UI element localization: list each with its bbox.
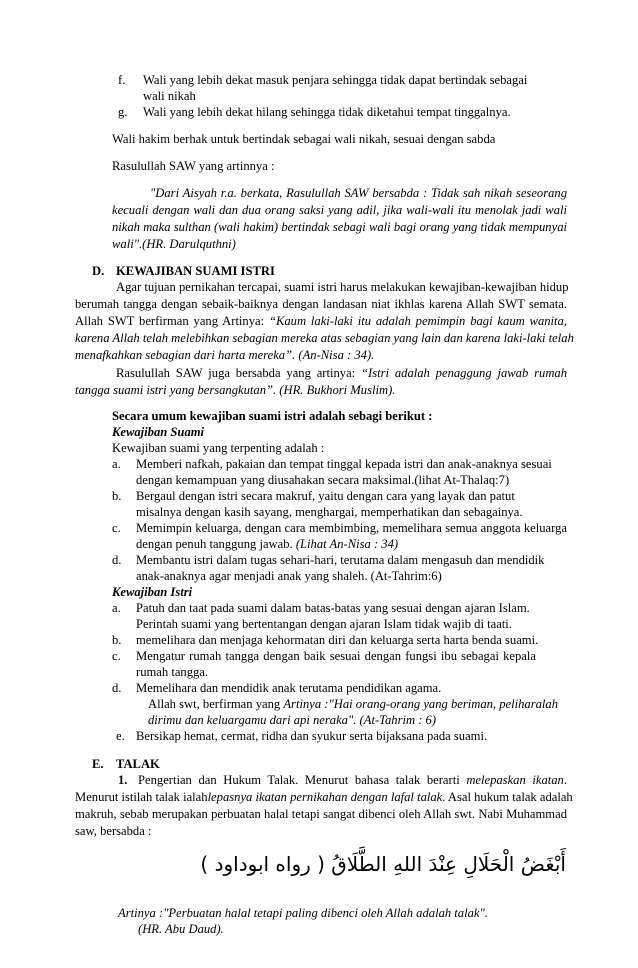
list-label-g: g. (118, 105, 128, 119)
wali-g-line: Wali yang lebih dekat hilang sehingga tidak diketahui tempat tinggalnya. (143, 105, 511, 119)
general-obligations-heading: Secara umum kewajiban suami istri adalah sebagi berikut : (112, 409, 433, 423)
talak-p1-line4: saw, bersabda : (75, 824, 152, 838)
suami-item-a-line1: Memberi nafkah, pakaian dan tempat tinggal kepada istri dan anak-anaknya sesuai (136, 457, 552, 471)
suami-label-a: a. (112, 457, 121, 471)
artinya-line1: Artinya :"Perbuatan halal tetapi paling dibenci oleh Allah adalah talak". (118, 906, 488, 920)
hadith-quote-line3: nikah maka sulthan (wali hakim) bertindak sebagi wali bagi orang yang tidak mempunyai (112, 220, 567, 234)
talak-p1-line2: Menurut istilah talak ialahlepasnya ikatan pernikahan dengan lafal talak. Asal hukum talak adalah (75, 790, 573, 804)
section-e-title: TALAK (116, 757, 160, 771)
istri-item-a-line2: Perintah suami yang bertentangan dengan ajaran Islam tidak wajib di taati. (136, 617, 512, 631)
suami-label-d: d. (112, 553, 122, 567)
istri-label-d: d. (112, 681, 122, 695)
kewajiban-suami-intro: Kewajiban suami yang terpenting adalah : (112, 441, 325, 455)
artinya-line2: (HR. Abu Daud). (138, 922, 224, 936)
suami-label-b: b. (112, 489, 122, 503)
istri-label-b: b. (112, 633, 122, 647)
istri-label-c: c. (112, 649, 121, 663)
istri-label-a: a. (112, 601, 121, 615)
section-d-p2-line2: tangga suami istri yang bersangkutan”. (HR. Bukhori Muslim). (75, 383, 396, 397)
section-d-p1-line1: Agar tujuan pernikahan tercapai, suami istri harus melakukan kewajiban-kewajiban hidup (116, 280, 569, 294)
section-d-label: D. (92, 264, 105, 278)
kewajiban-suami-heading: Kewajiban Suami (112, 425, 205, 439)
section-d-title: KEWAJIBAN SUAMI ISTRI (116, 264, 275, 278)
section-d-p2-line1: Rasulullah SAW juga bersabda yang artinya: “Istri adalah penaggung jawab rumah (116, 366, 568, 380)
suami-item-a-line2: dengan kemampuan yang diusahakan secara maksimal.(lihat At-Thalaq:7) (136, 473, 510, 487)
talak-p1-line3: makruh, sebab merupakan perbuatan halal tetapi sangat dibenci oleh Allah swt. Nabi Muhammad (75, 807, 567, 821)
suami-item-c-line1: Memimpin keluarga, dengan cara membimbing, memelihara semua anggota keluarga (136, 521, 567, 535)
hadith-quote-line4: wali".(HR. Darulquthni) (112, 237, 236, 251)
wali-hakim-text: Wali hakim berhak untuk bertindak sebagai wali nikah, sesuai dengan sabda (112, 132, 496, 146)
hadith-quote-line1: "Dari Aisyah r.a. berkata, Rasulullah SAW bersabda : Tidak sah nikah seseorang (150, 186, 567, 200)
wali-f-line2: wali nikah (143, 89, 196, 103)
suami-item-d-line2: anak-anaknya agar menjadi anak yang shaleh. (At-Tahrim:6) (136, 569, 442, 583)
section-d-p1-line4: karena Allah telah melebihkan sebagian mereka atas sebagian yang lain dan karena laki-laki telah (75, 331, 574, 345)
suami-item-d-line1: Membantu istri dalam tugas sehari-hari, terutama dalam mengasuh dan mendidik (136, 553, 545, 567)
hadith-quote-line2: kecuali dengan wali dan dua orang saksi yang adil, jika wali-wali itu menolak jadi wali (112, 203, 567, 217)
suami-item-b-line2: misalnya dengan kasih sayang, menghargai, memperhatikan dan sebagainya. (136, 505, 523, 519)
rasulullah-intro: Rasulullah SAW yang artinnya : (112, 159, 275, 173)
arabic-hadith: أَبْغَضُ الْحَلَالِ عِنْدَ اللهِ الطَّلَاقُ ( رواه ابوداود ) (200, 852, 566, 876)
istri-item-e-line1: Bersikap hemat, cermat, ridha dan syukur serta bijaksana pada suami. (136, 729, 488, 743)
talak-num-1: 1. (118, 773, 128, 787)
wali-f-line1: Wali yang lebih dekat masuk penjara sehingga tidak dapat bertindak sebagai (143, 73, 528, 87)
istri-item-a-line1: Patuh dan taat pada suami dalam batas-batas yang sesuai dengan ajaran Islam. (136, 601, 530, 615)
istri-label-e: e. (116, 729, 125, 743)
istri-item-c-line1: Mengatur rumah tangga dengan baik sesuai dengan fungsi ibu sebagai kepala (136, 649, 536, 663)
list-label-f: f. (118, 73, 126, 87)
section-d-p1-line2: berumah tangga dengan sebaik-baiknya dengan landasan niat ikhlas karena Allah SWT semata. (75, 297, 567, 311)
section-d-p1-line5: menafkahkan sebagian dari harta mereka”. (An-Nisa : 34). (75, 348, 375, 362)
section-d-p1-line3: Allah SWT berfirman yang Artinya: “Kaum laki-laki itu adalah pemimpin bagi kaum wanita, (75, 314, 567, 328)
istri-item-d-line2: Allah swt, berfirman yang Artinya :"Hai orang-orang yang beriman, peliharalah (148, 697, 558, 711)
section-e-label: E. (92, 757, 104, 771)
suami-label-c: c. (112, 521, 121, 535)
talak-p1-line1: Pengertian dan Hukum Talak. Menurut bahasa talak berarti melepaskan ikatan. (138, 773, 567, 787)
suami-item-b-line1: Bergaul dengan istri secara makruf, yaitu dengan cara yang layak dan patut (136, 489, 515, 503)
istri-item-d-line1: Memelihara dan mendidik anak terutama pendidikan agama. (136, 681, 442, 695)
istri-item-b-line1: memelihara dan menjaga kehormatan diri dan keluarga serta harta benda suami. (136, 633, 539, 647)
kewajiban-istri-heading: Kewajiban Istri (112, 585, 193, 599)
suami-item-c-line2: dengan penuh tanggung jawab. (Lihat An-Nisa : 34) (136, 537, 399, 551)
istri-item-d-line3: dirimu dan keluargamu dari api neraka". (At-Tahrim : 6) (148, 713, 437, 727)
istri-item-c-line2: rumah tangga. (136, 665, 209, 679)
